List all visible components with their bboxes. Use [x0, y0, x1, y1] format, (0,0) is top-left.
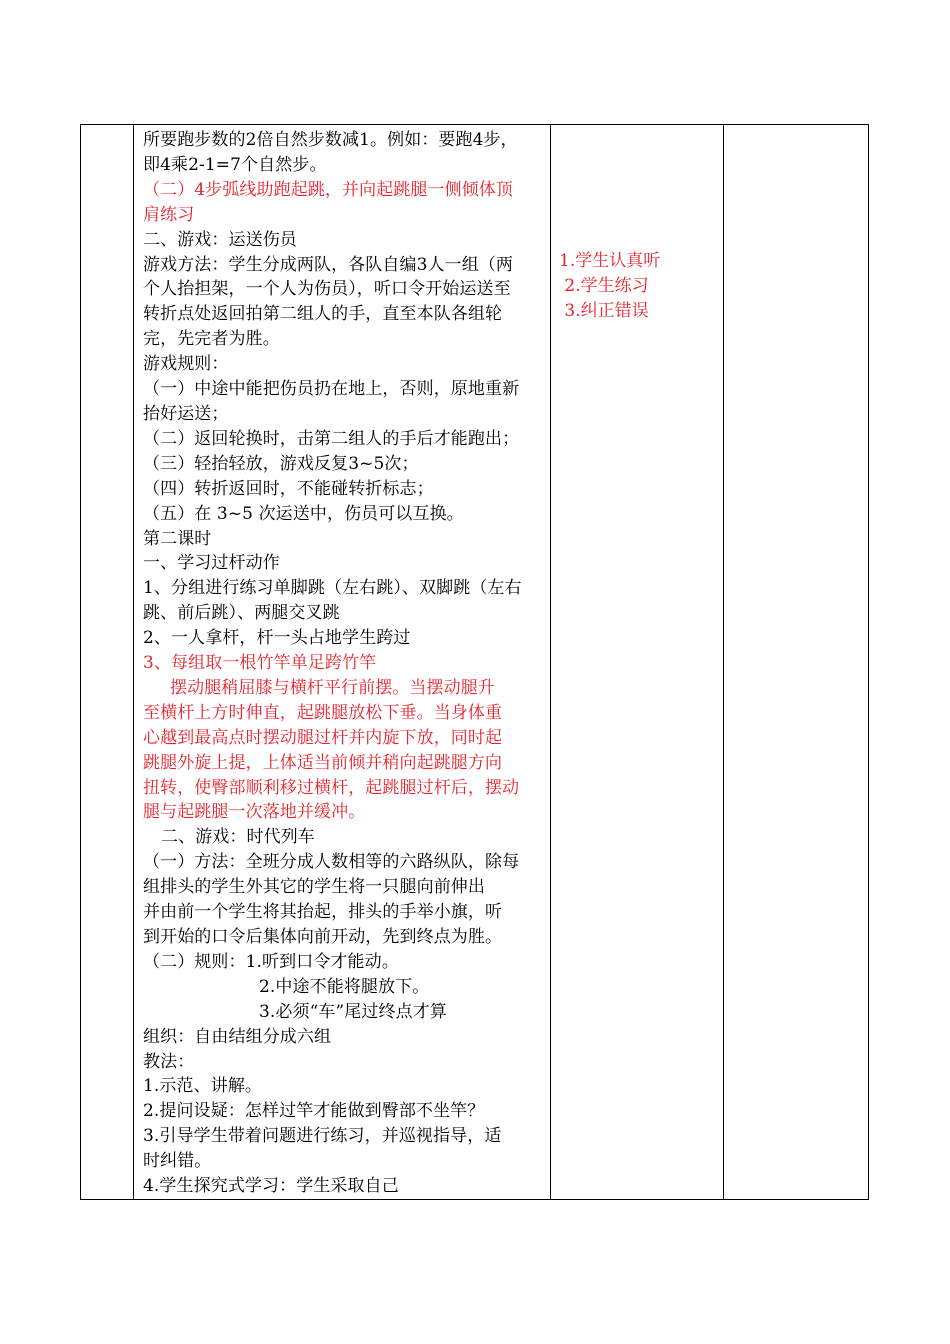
- content-line: 时纠错。: [143, 1151, 212, 1172]
- content-line: 4.学生探究式学习：学生采取自己: [143, 1176, 399, 1197]
- content-line: 抬好运送；: [143, 403, 229, 424]
- content-line: 完，先完者为胜。: [143, 329, 280, 350]
- student-activity-lines: [551, 125, 723, 324]
- content-line: 即4乘2-1=7个自然步。: [143, 154, 327, 175]
- content-line: 第二课时: [143, 528, 212, 549]
- teaching-content-lines: [134, 125, 550, 1199]
- content-line: 1.示范、讲解。: [143, 1076, 263, 1097]
- content-line: 2、一人拿杆，杆一头占地学生跨过: [143, 628, 411, 649]
- content-line: 二、游戏：运送伤员: [143, 229, 297, 250]
- content-line: 转折点处返回拍第二组人的手，直至本队各组轮: [143, 304, 503, 325]
- table-row: [81, 125, 869, 1200]
- content-line: 二、游戏：时代列车: [161, 827, 315, 848]
- activity-item: 2.学生练习: [559, 275, 649, 296]
- content-line: 至横杆上方时伸直，起跳腿放松下垂。当身体重: [143, 702, 503, 723]
- lesson-plan-table: [80, 124, 869, 1200]
- content-line: （五）在 3~5 次运送中，伤员可以互换。: [143, 503, 464, 524]
- content-line: 组织：自由结组分成六组: [143, 1026, 332, 1047]
- content-line: 教法：: [143, 1051, 195, 1072]
- content-line: 2.中途不能将腿放下。: [259, 976, 430, 997]
- student-activity-cell: [551, 125, 724, 1200]
- content-line: 2.提问设疑：怎样过竿才能做到臀部不坐竿？: [143, 1101, 485, 1122]
- content-line: 1、分组进行练习单脚跳（左右跳）、双脚跳（左右: [143, 578, 522, 599]
- content-line: 3、每组取一根竹竿单足跨竹竿: [143, 653, 377, 674]
- blank-column-right: [724, 125, 869, 1200]
- content-line: （一）方法：全班分成人数相等的六路纵队，除每: [143, 852, 520, 873]
- content-line: （二）4步弧线助跑起跳，并向起跳腿一侧倾体顶: [143, 179, 514, 200]
- content-line: 摆动腿稍屈膝与横杆平行前摆。当摆动腿升: [170, 677, 495, 698]
- content-line: （二）规则：1.听到口令才能动。: [143, 951, 399, 972]
- content-line: （四）转折返回时，不能碰转折标志；: [143, 478, 434, 499]
- content-line: 游戏方法：学生分成两队，各队自编3人一组（两: [143, 254, 514, 275]
- content-line: 肩练习: [143, 204, 195, 225]
- content-line: 到开始的口令后集体向前开动，先到终点为胜。: [143, 927, 503, 947]
- activity-item: 1.学生认真听: [559, 251, 661, 271]
- content-line: （一）中途中能把伤员扔在地上，否则，原地重新: [143, 379, 520, 400]
- activity-item: 3.纠正错误: [559, 300, 649, 321]
- content-line: （三）轻抬轻放，游戏反复3~5次；: [143, 453, 419, 474]
- content-line: 一、学习过杆动作: [143, 553, 280, 574]
- content-line: 3.必须“车”尾过终点才算: [259, 1001, 447, 1022]
- content-line: 腿与起跳腿一次落地并缓冲。: [143, 802, 366, 823]
- content-line: 个人抬担架，一个人为伤员），听口令开始运送至: [143, 279, 511, 300]
- content-line: 跳腿外旋上提，上体适当前倾并稍向起跳腿方向: [143, 752, 503, 773]
- content-line: 组排头的学生外其它的学生将一只腿向前伸出: [143, 877, 485, 898]
- content-line: 3.引导学生带着问题进行练习，并巡视指导，适: [143, 1126, 502, 1147]
- content-line: 心越到最高点时摆动腿过杆并内旋下放，同时起: [143, 727, 503, 748]
- content-line: 扭转，使臀部顺利移过横杆，起跳腿过杆后，摆动: [143, 777, 520, 798]
- content-line: 所要跑步数的2倍自然步数减1。例如：要跑4步，: [143, 130, 518, 150]
- content-line: 并由前一个学生将其抬起，排头的手举小旗，听: [143, 902, 503, 923]
- content-line: （二）返回轮换时，击第二组人的手后才能跑出；: [143, 428, 520, 449]
- content-line: 游戏规则：: [143, 354, 229, 375]
- blank-column-left: [81, 125, 134, 1200]
- teaching-content-cell: [134, 125, 551, 1200]
- content-line: 跳、前后跳）、两腿交叉跳: [143, 603, 340, 624]
